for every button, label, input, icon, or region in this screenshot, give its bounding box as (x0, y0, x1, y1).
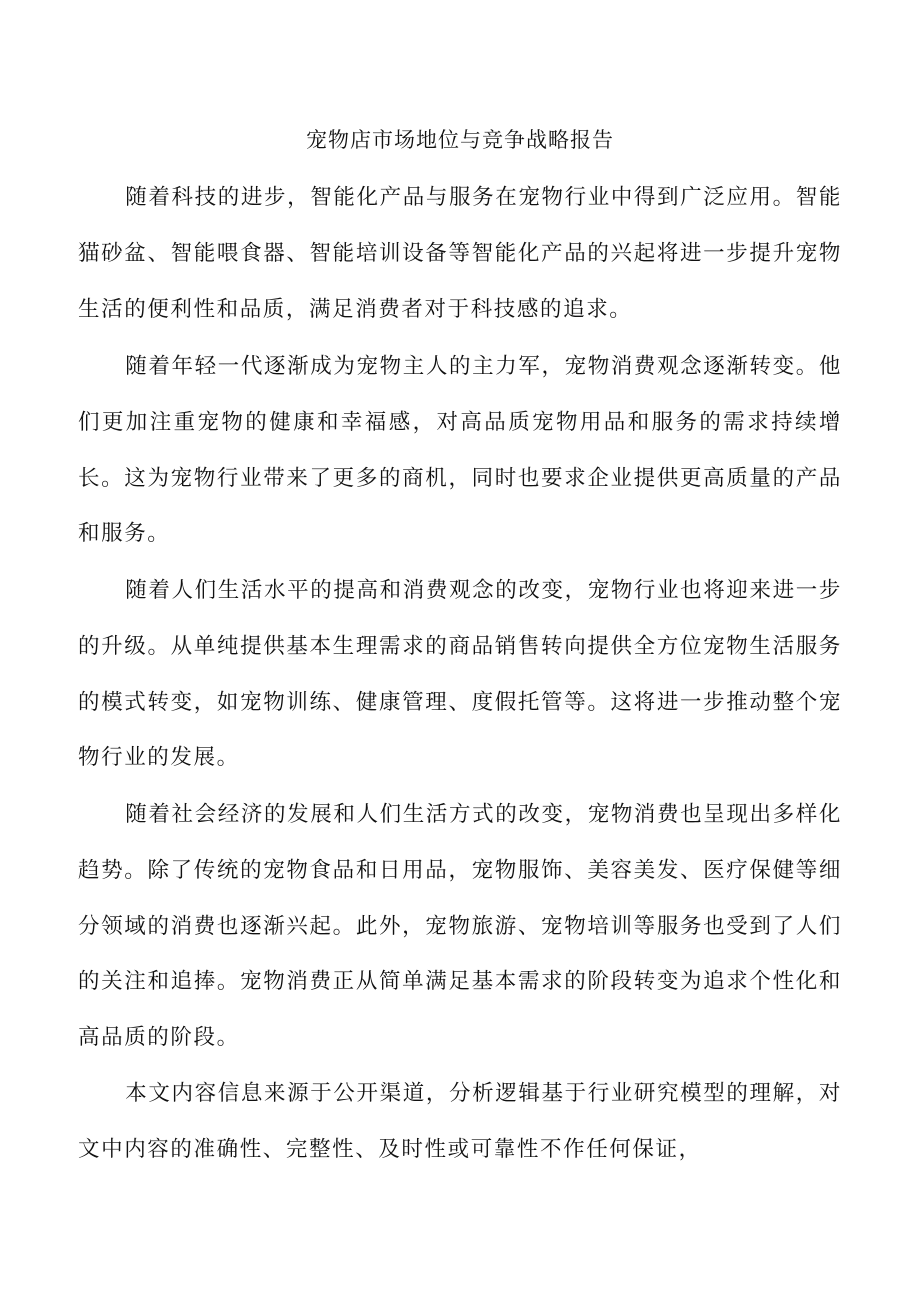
paragraph-diversified-consumption: 随着社会经济的发展和人们生活方式的改变，宠物消费也呈现出多样化趋势。除了传统的宠物食品和日用品，宠物服饰、美容美发、医疗保健等细分领域的消费也逐渐兴起。此外，宠物旅游、宠物培训等服务也受到了人们的关注和追捧。宠物消费正从简单满足基本需求的阶段转变为追求个性化和高品质的阶段。 (78, 802, 842, 1051)
paragraph-smart-products: 随着科技的进步，智能化产品与服务在宠物行业中得到广泛应用。智能猫砂盆、智能喂食器、智能培训设备等智能化产品的兴起将进一步提升宠物生活的便利性和品质，满足消费者对于科技感的追求。 (78, 185, 842, 322)
paragraph-young-owners: 随着年轻一代逐渐成为宠物主人的主力军，宠物消费观念逐渐转变。他们更加注重宠物的健康和幸福感，对高品质宠物用品和服务的需求持续增长。这为宠物行业带来了更多的商机，同时也要求企业提供更高质量的产品和服务。 (78, 354, 842, 547)
document-title: 宠物店市场地位与竞争战略报告 (306, 128, 614, 152)
paragraph-disclaimer: 本文内容信息来源于公开渠道，分析逻辑基于行业研究模型的理解，对文中内容的准确性、完整性、及时性或可靠性不作任何保证， (78, 1081, 842, 1162)
paragraph-industry-upgrade: 随着人们生活水平的提高和消费观念的改变，宠物行业也将迎来进一步的升级。从单纯提供基本生理需求的商品销售转向提供全方位宠物生活服务的模式转变，如宠物训练、健康管理、度假托管等。这将进一步推动整个宠物行业的发展。 (78, 578, 842, 771)
